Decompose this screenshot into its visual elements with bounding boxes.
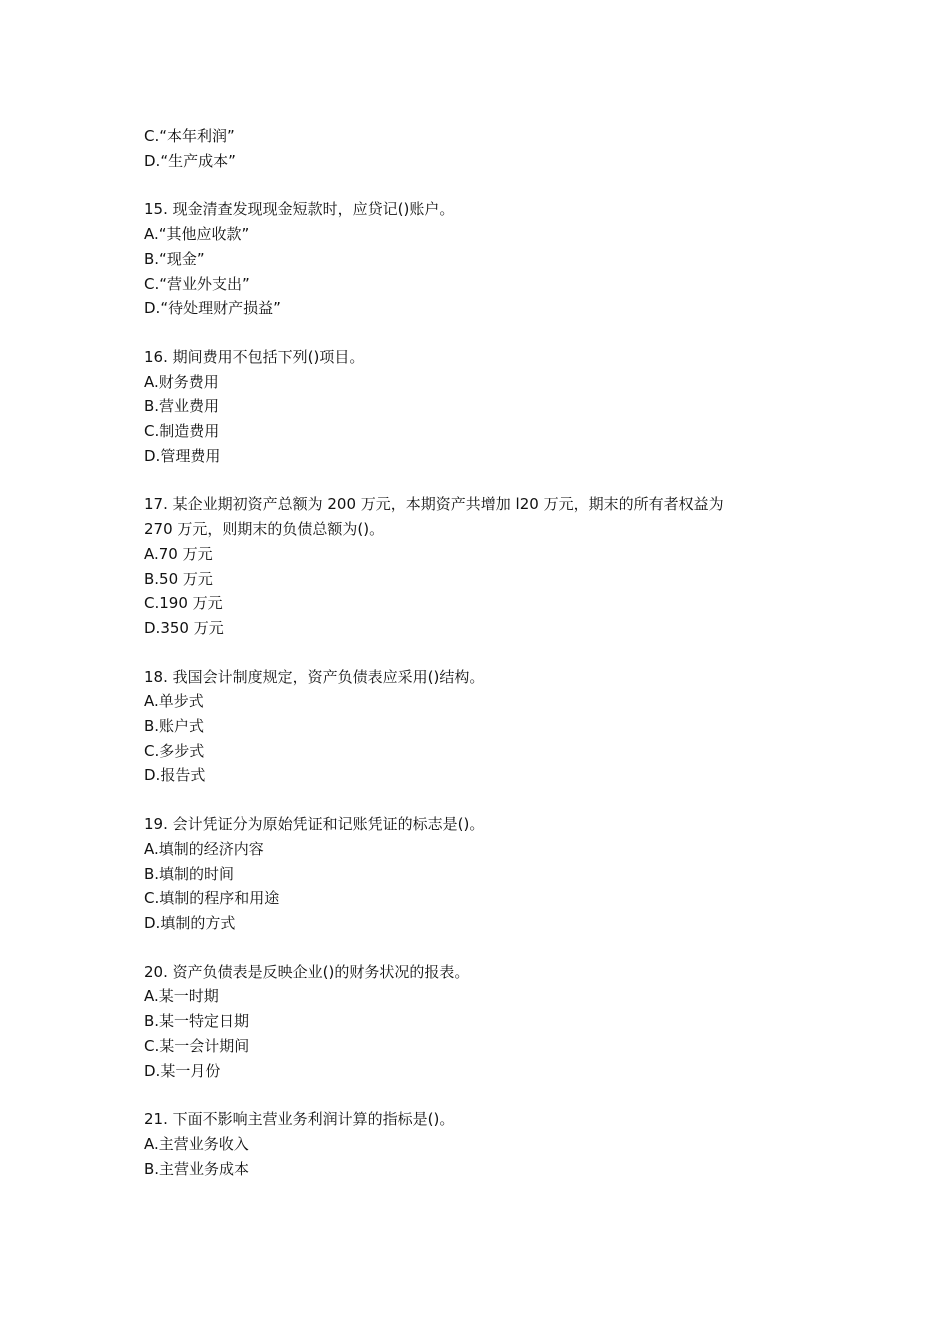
option-d: D.“生产成本” [144, 151, 236, 170]
question-text: 15. 现金清查发现现金短款时，应贷记()账户。 [144, 200, 455, 219]
option-b: B.某一特定日期 [144, 1012, 250, 1031]
option-a: A.单步式 [144, 692, 204, 711]
option-b: B.50 万元 [144, 569, 213, 588]
option-c: C.“本年利润” [144, 127, 235, 145]
option-a: A.70 万元 [144, 544, 213, 563]
question-text: 21. 下面不影响主营业务利润计算的指标是()。 [144, 1110, 455, 1129]
question-19 [144, 812, 824, 936]
option-c: C.某一会计期间 [144, 1036, 250, 1055]
option-d: D.某一月份 [144, 1061, 221, 1080]
option-a: A.财务费用 [144, 372, 219, 391]
option-c: C.填制的程序和用途 [144, 889, 280, 908]
question-20 [144, 960, 824, 1084]
option-d: D.管理费用 [144, 446, 221, 465]
option-b: B.营业费用 [144, 397, 220, 416]
option-b: B.“现金” [144, 249, 205, 268]
option-c: C.“营业外支出” [144, 274, 250, 293]
question-text: 18. 我国会计制度规定，资产负债表应采用()结构。 [144, 667, 485, 686]
question-18 [144, 665, 824, 789]
option-b: B.填制的时间 [144, 864, 235, 883]
question-text: 16. 期间费用不包括下列()项目。 [144, 347, 365, 366]
question-21 [144, 1107, 824, 1181]
option-d: D.填制的方式 [144, 913, 236, 932]
option-a: A.“其他应收款” [144, 225, 250, 244]
continued-question-14 [144, 124, 824, 173]
option-c: C.190 万元 [144, 594, 223, 613]
document-page [144, 124, 824, 1181]
option-b: B.账户式 [144, 717, 205, 736]
question-text: 19. 会计凭证分为原始凭证和记账凭证的标志是()。 [144, 815, 485, 834]
question-17 [144, 492, 824, 640]
option-a: A.主营业务收入 [144, 1134, 249, 1153]
option-d: D.“待处理财产损益” [144, 299, 281, 318]
question-15 [144, 197, 824, 321]
option-a: A.某一时期 [144, 987, 219, 1006]
question-16 [144, 345, 824, 469]
question-text-line-2: 270 万元，则期末的负债总额为()。 [144, 520, 385, 539]
question-text-line-1: 17. 某企业期初资产总额为 200 万元，本期资产共增加 l20 万元，期末的所有者权益为 [144, 495, 724, 514]
option-c: C.制造费用 [144, 422, 220, 441]
option-a: A.填制的经济内容 [144, 839, 264, 858]
option-d: D.350 万元 [144, 618, 224, 637]
question-text: 20. 资产负债表是反映企业()的财务状况的报表。 [144, 962, 470, 981]
option-c: C.多步式 [144, 741, 205, 760]
option-b: B.主营业务成本 [144, 1159, 250, 1178]
option-d: D.报告式 [144, 766, 206, 785]
